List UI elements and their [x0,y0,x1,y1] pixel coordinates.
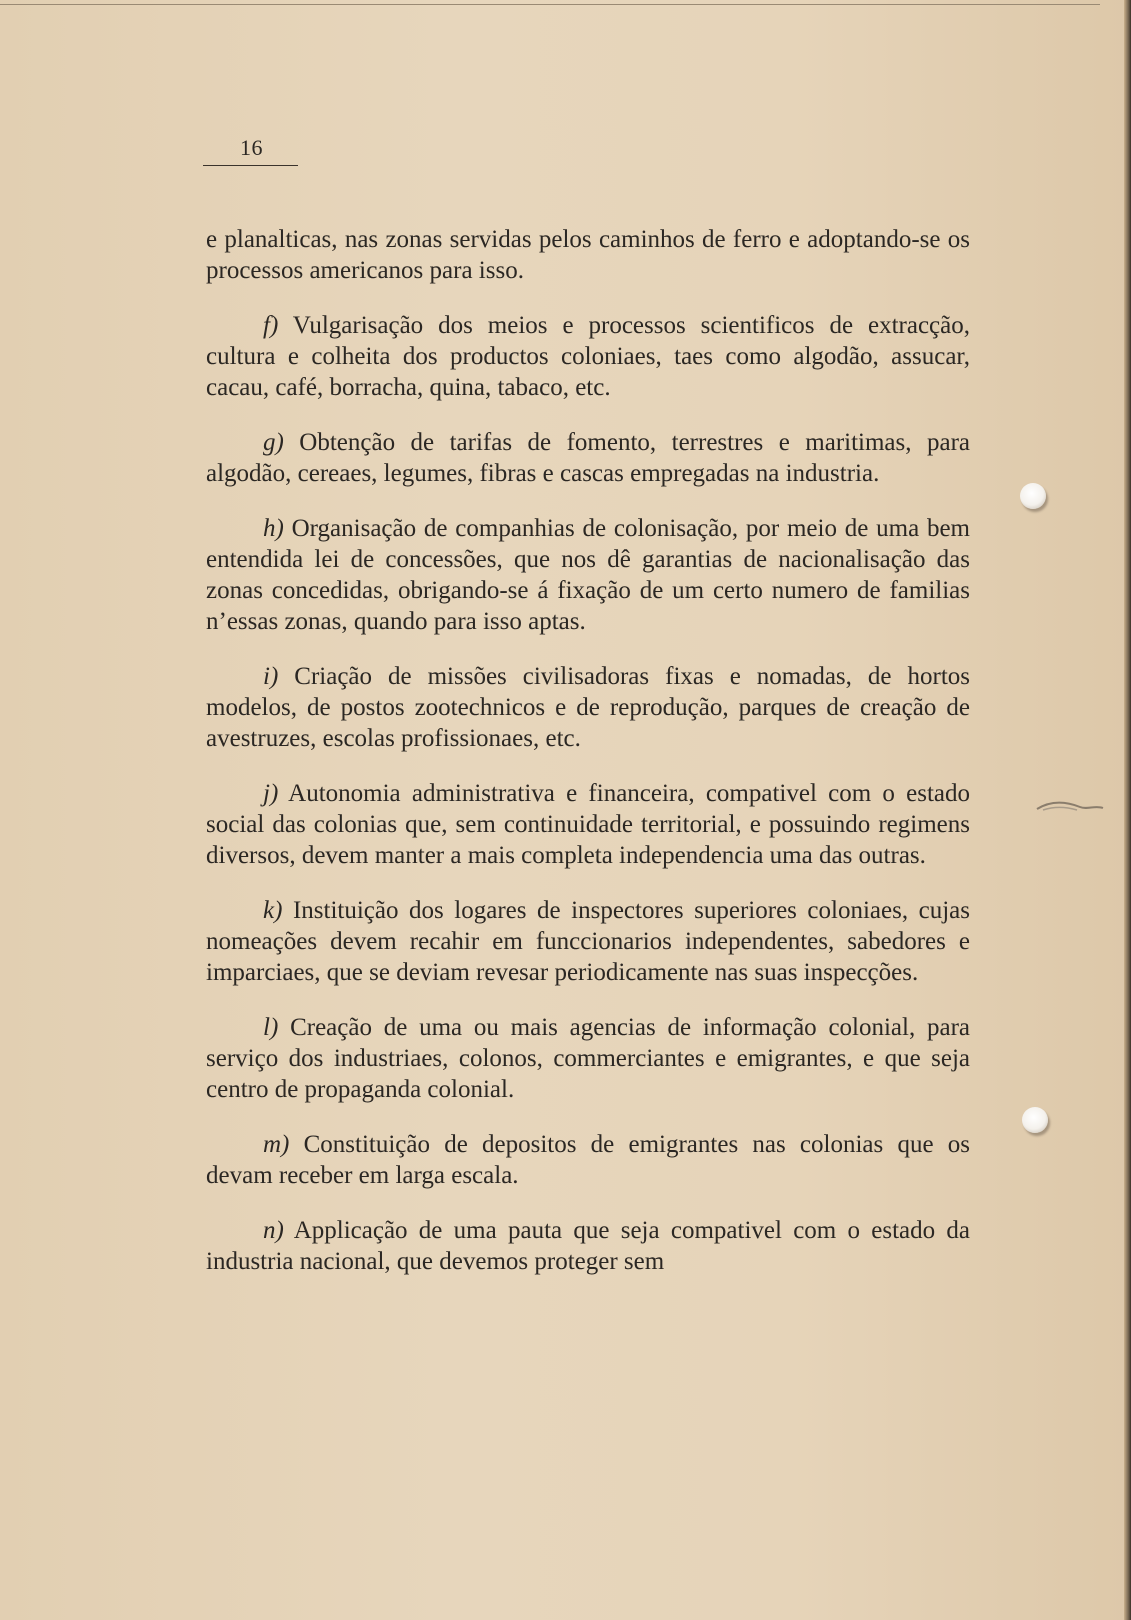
paragraph-text: Obtenção de tarifas de fomento, terrestres e maritimas, para algodão, cereaes, legumes, fibras e cascas empregadas na industria. [206,429,970,487]
item-marker: n) [263,1217,284,1244]
paragraph-f [206,310,970,403]
punch-hole [1022,1107,1048,1133]
page-number: 16 [240,135,263,160]
paragraph-m [206,1129,970,1191]
item-marker: l) [263,1014,279,1041]
page-binding-edge [1124,0,1131,1620]
paragraph-l [206,1012,970,1105]
paragraph-text: Vulgarisação dos meios e processos scientificos de extracção, cultura e colheita dos productos coloniaes, taes como algodão, assucar, cacau, café, borracha, quina, tabaco, etc. [206,312,970,401]
paragraph-text: Instituição dos logares de inspectores superiores coloniaes, cujas nomeações devem recahir em funccionarios independentes, sabedores e imparciaes, que se deviam revesar periodicamente nas suas inspecções. [206,897,970,986]
punch-hole [1020,483,1046,509]
top-edge-rule [0,4,1100,5]
item-marker: h) [263,515,284,542]
paragraph-text: Organisação de companhias de colonisação, por meio de uma bem entendida lei de concessões, que nos dê garantias de nacionalisação das zonas concedidas, obrigando-se á fixação de um certo numero de familias n’essas zonas, quando para isso aptas. [206,515,971,635]
paragraph-text: Creação de uma ou mais agencias de informação colonial, para serviço dos industriaes, colonos, commerciantes e emigrantes, e que seja centro de propaganda colonial. [206,1014,971,1103]
item-marker: k) [263,897,283,924]
paragraph-k [206,895,970,988]
paragraph-g [206,427,970,489]
paragraph-j [206,778,970,871]
item-marker: i) [263,663,279,690]
paragraph-text: e planalticas, nas zonas servidas pelos caminhos de ferro e adoptando-se os processos americanos para isso. [206,226,970,284]
paragraph-continuation [206,224,970,286]
paragraph-i [206,661,970,754]
paragraph-h [206,513,970,637]
page-number-rule [203,165,298,166]
paragraph-text: Criação de missões civilisadoras fixas e nomadas, de hortos modelos, de postos zootechnicos e de reprodução, parques de creação de avestruzes, escolas profissionaes, etc. [206,663,970,752]
item-marker: j) [263,780,279,807]
item-marker: g) [263,429,284,456]
paragraph-text: Applicação de uma pauta que seja compativel com o estado da industria nacional, que devemos proteger sem [206,1217,970,1275]
paragraph-text: Constituição de depositos de emigrantes nas colonias que os devam receber em larga escala. [206,1131,970,1189]
item-marker: f) [263,312,279,339]
body-text [206,224,970,1301]
item-marker: m) [263,1131,290,1158]
paragraph-n [206,1215,970,1277]
paper-tear-mark [1035,799,1105,813]
paragraph-text: Autonomia administrativa e financeira, compativel com o estado social das colonias que, sem continuidade territorial, e possuindo regimens diversos, devem manter a mais completa independencia uma das outras. [206,780,970,869]
